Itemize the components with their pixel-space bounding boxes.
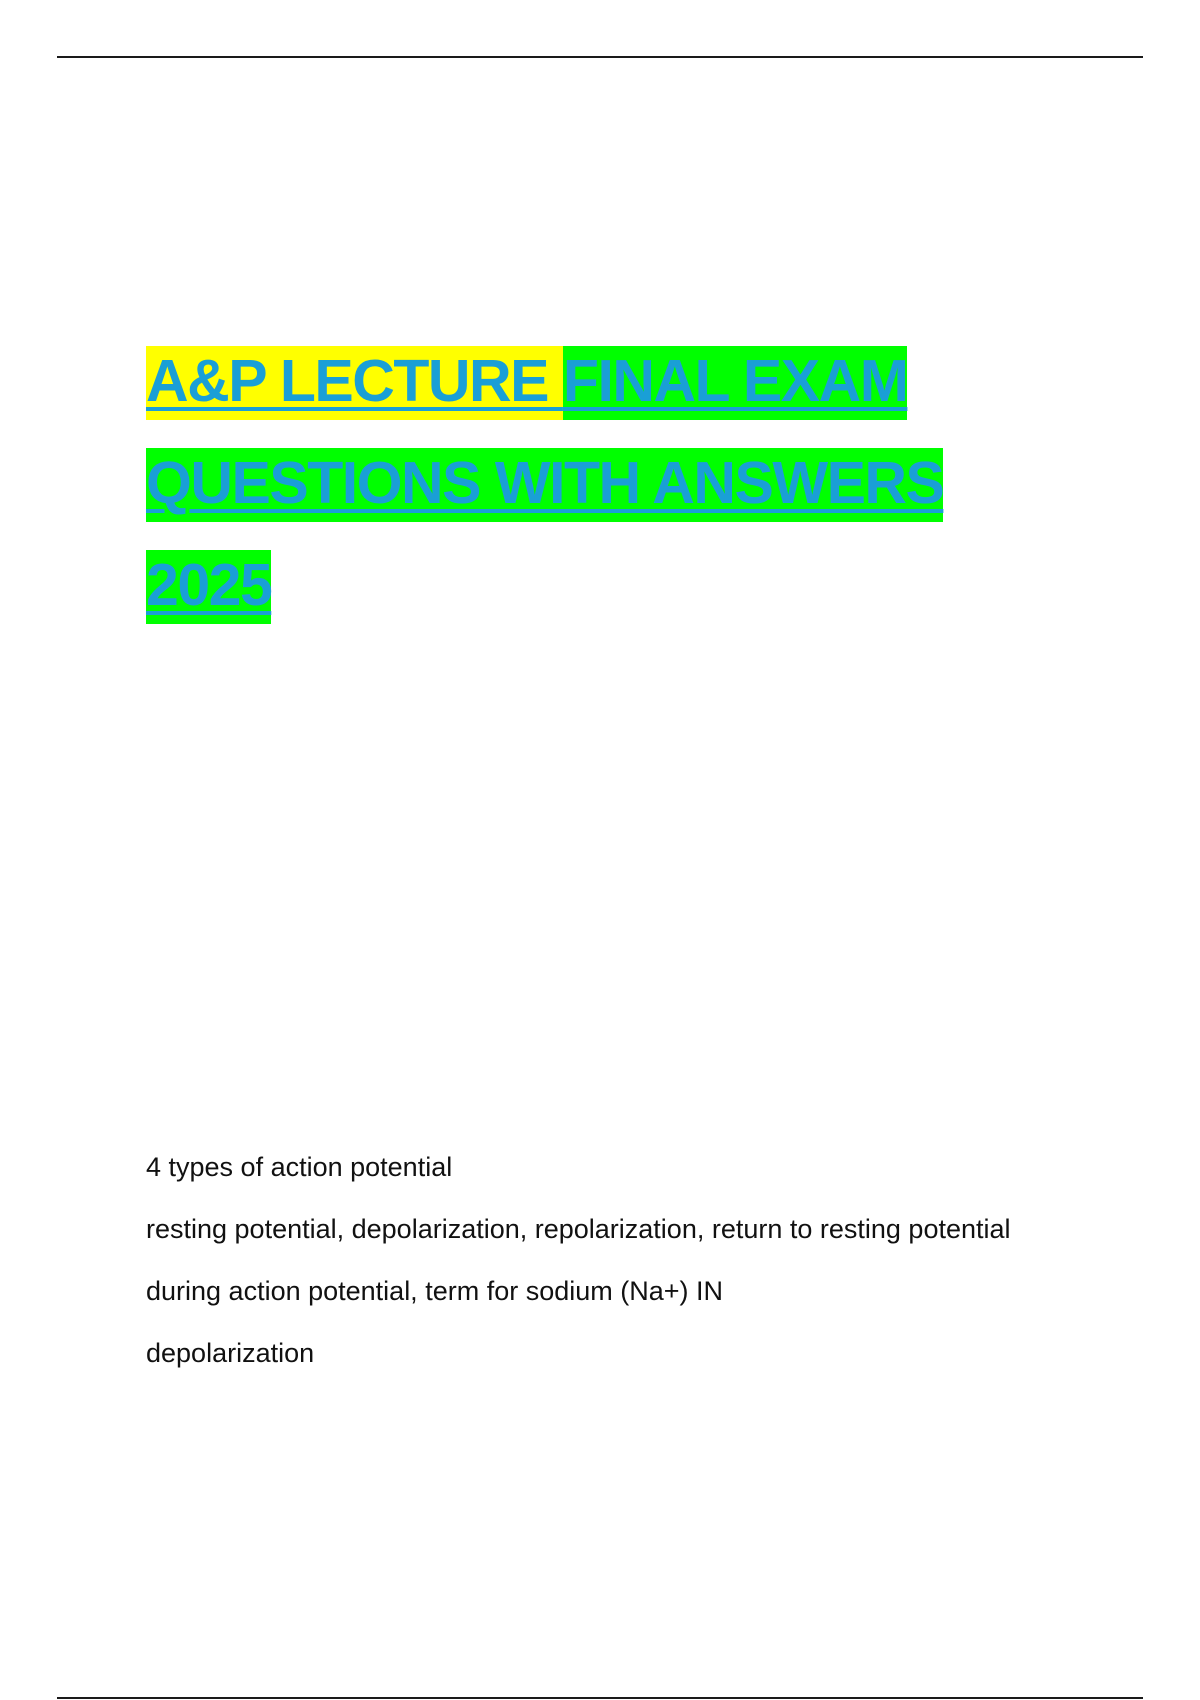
- top-rule: [57, 56, 1143, 58]
- document-title: [146, 330, 1046, 636]
- answer-text: depolarization: [146, 1338, 315, 1368]
- answer-text: resting potential, depolarization, repolarization, return to resting potential: [146, 1214, 1011, 1244]
- bottom-rule: [57, 1697, 1143, 1699]
- title-part-lecture[interactable]: A&P LECTURE: [146, 346, 563, 420]
- title-part-questions[interactable]: QUESTIONS WITH ANSWERS: [146, 448, 943, 522]
- title-part-year[interactable]: 2025: [146, 550, 271, 624]
- qa-list: [146, 1145, 1026, 1393]
- question-text: 4 types of action potential: [146, 1152, 453, 1182]
- title-part-final-exam[interactable]: FINAL EXAM: [563, 346, 907, 420]
- question-text: during action potential, term for sodium (Na+) IN: [146, 1276, 724, 1306]
